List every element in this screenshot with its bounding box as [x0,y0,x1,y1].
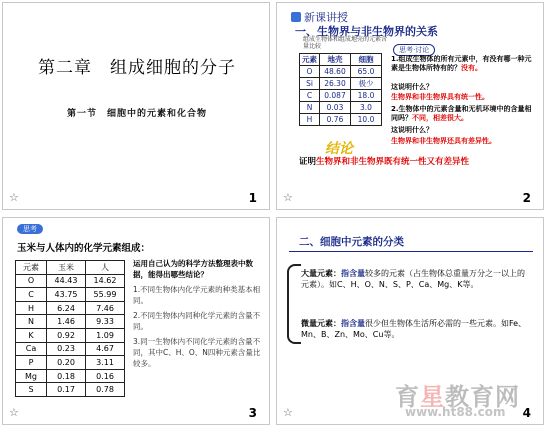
slide-heading: 二、细胞中元素的分类 [299,236,404,248]
slide-4[interactable] [276,217,544,425]
chapter-title: 第二章 组成细胞的分子 [38,58,236,78]
watermark-url: www.ht88.com [405,405,506,419]
slide-3[interactable] [2,217,270,425]
star-icon: ☆ [9,406,19,419]
table-row: Mg 0.18 0.16 [16,369,125,383]
table-row: O 48.60 65.0 [300,66,382,78]
slide-heading: 一、生物界与非生物界的关系 [295,25,438,38]
discussion-pill-wrap [393,37,435,56]
table-header-row: 元素 地壳 细胞 [300,54,382,66]
major-elements-definition: 大量元素：指含量较多的元素（占生物体总重量万分之一以上的元素）。如C、H、O、N、S、P、Ca、Mg、K等。 [301,269,525,289]
star-icon: ☆ [9,191,19,204]
star-icon: ☆ [283,191,293,204]
section-subtitle: 第一节 细胞中的元素和化合物 [66,109,207,119]
table-row: Si 26.30 极少 [300,78,382,90]
conclusion-point: 1.不同生物体内化学元素的种类基本相同。 [133,285,261,305]
table-row: K 0.92 1.09 [16,328,125,342]
heading-divider [289,251,533,252]
grouping-brace [287,264,301,344]
book-icon [291,12,301,22]
table-row: Ca 0.23 4.67 [16,342,125,356]
conclusion-point: 3.同一生物体内不同化学元素的含量不同，其中C、H、O、N四种元素含量比较多。 [133,337,261,368]
table-row: N 1.46 9.33 [16,315,125,329]
question-1b: 这说明什么？ [391,83,433,91]
section-header: 新课讲授 [291,9,348,25]
table-row: P 0.20 3.11 [16,356,125,370]
conclusions-lead: 运用自己认为的科学方法整理表中数据，能得出哪些结论？ [133,259,253,279]
table-row: H 6.24 7.46 [16,301,125,315]
table-header-row: 元素 玉米 人 [16,261,125,275]
table-caption: 组成生物体和组成地壳的元素含量比较 [303,36,388,50]
slide-heading: 玉米与人体内的化学元素组成： [17,243,151,254]
page-number: 3 [248,406,257,420]
conclusion-text: 证明生物界和非生物界既有统一性又有差异性 [299,157,470,167]
table-row: C 43.75 55.99 [16,288,125,302]
conclusion-point: 2.不同生物体内同种化学元素的含量不同。 [133,311,261,331]
answer-2b: 生物界和非生物界还具有差异性。 [391,137,496,145]
question-2: 2.生物体中的元素含量和无机环境中的含量相同吗？不同，相差很大。 [391,105,532,122]
table-row: S 0.17 0.78 [16,383,125,397]
star-icon: ☆ [283,406,293,419]
answer-1b: 生物界和非生物界具有统一性。 [391,93,489,101]
conclusions-panel [133,258,261,369]
watermark-logo: 育星教育网 [395,383,520,411]
table-row: C 0.087 18.0 [300,90,382,102]
table-row: O 44.43 14.62 [16,274,125,288]
page-number: 1 [248,191,257,205]
question-1: 1.组成生物体的所有元素中，有没有哪一种元素是生物体所特有的？没有。 [391,55,532,72]
element-table [299,53,382,126]
slide-1[interactable] [2,2,270,210]
composition-table [15,260,125,397]
conclusion-label: 结论 [325,141,353,157]
page-number: 4 [522,406,531,420]
discussion-pill: 思考·讨论 [393,44,435,56]
page-number: 2 [522,191,531,205]
trace-elements-definition: 微量元素：指含量很少但生物体生活所必需的一些元素。如Fe、Mn、B、Zn、Mo、Cu等。 [301,319,527,339]
question-2b: 这说明什么？ [391,126,433,134]
think-tag: 思考 [17,224,43,234]
slide-2[interactable] [276,2,544,210]
table-row: H 0.76 10.0 [300,114,382,126]
table-row: N 0.03 3.0 [300,102,382,114]
